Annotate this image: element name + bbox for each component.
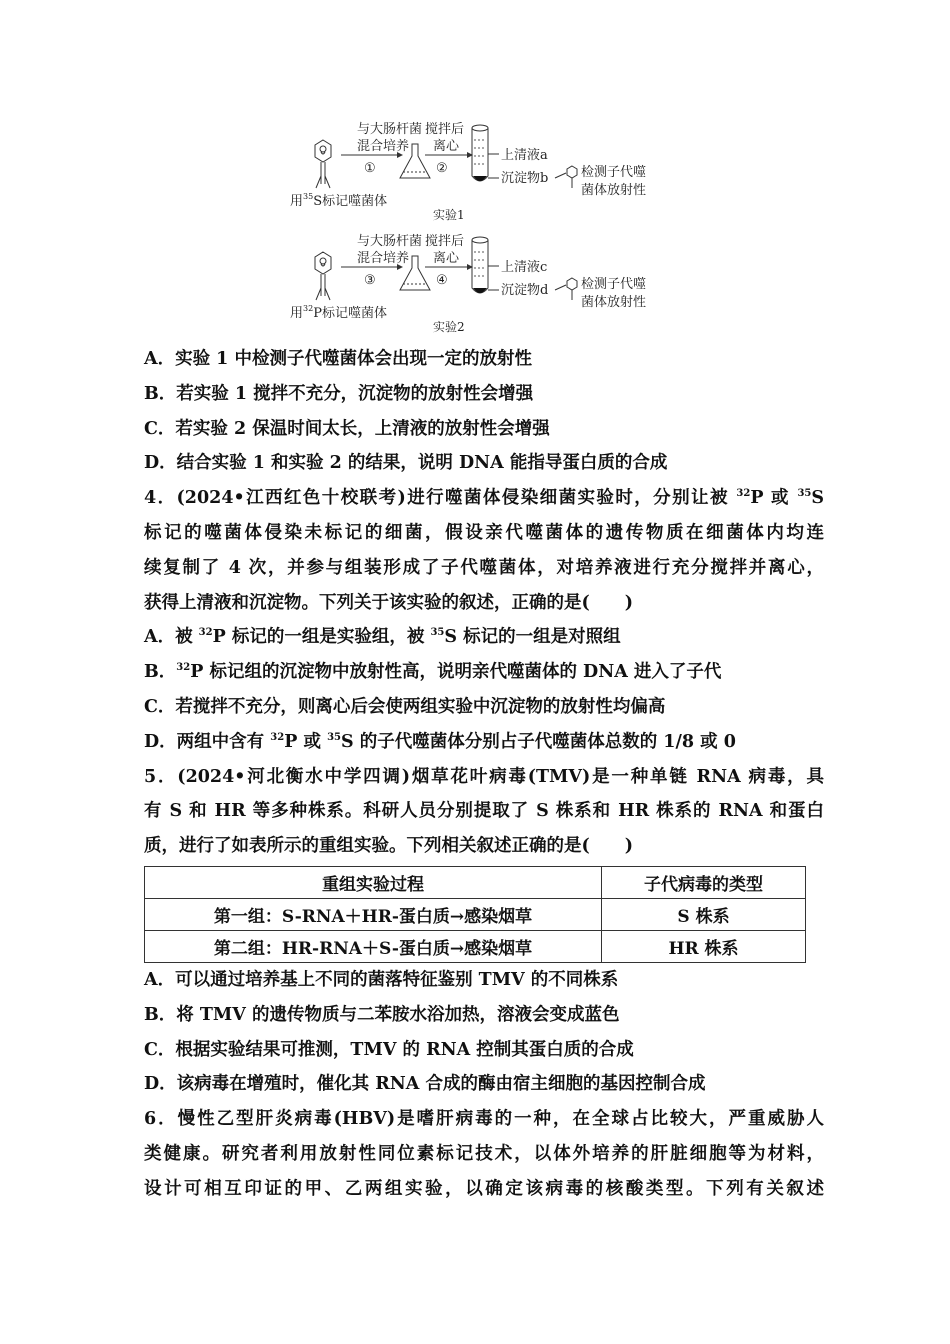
exp1-label: 用$^{35}$S标记噬菌体	[290, 192, 388, 209]
exp1-supernatant: 上清液a	[501, 148, 548, 163]
table-row	[145, 898, 806, 930]
question-content	[144, 342, 824, 1207]
recombination-table	[144, 866, 806, 963]
q5-stem-line-3: 质，进行了如表所示的重组实验。下列相关叙述正确的是( )	[144, 836, 634, 857]
q4-option-d: D．两组中含有 $^{32}$P 或 $^{35}$S 的子代噬菌体分别占子代噬菌体总数的 1/8 或 0	[144, 731, 736, 752]
table-header: 子代病毒的类型	[602, 866, 806, 898]
experiment-1-diagram	[290, 121, 646, 222]
exp1-caption: 实验1	[433, 208, 465, 222]
q4-option-b: B．$^{32}$P 标记组的沉淀物中放射性高，说明亲代噬菌体的 DNA 进入了子代	[144, 662, 722, 683]
exp1-detect-line2: 菌体放射性	[581, 183, 647, 198]
exp2-arrow1-num: ③	[364, 273, 376, 288]
exp1-arrow2-top: 搅拌后	[425, 122, 465, 137]
q4-stem-line-2: 标记的噬菌体侵染未标记的细菌，假设亲代噬菌体的遗传物质在细菌体内均连	[144, 522, 824, 543]
exp1-arrow1-top: 与大肠杆菌	[357, 122, 423, 137]
table-row	[145, 930, 806, 962]
phage-small-icon	[567, 166, 577, 188]
experiment-figure	[285, 118, 675, 340]
exp2-supernatant: 上清液c	[501, 260, 548, 275]
exp2-sediment: 沉淀物d	[501, 283, 549, 298]
exp1-arrow2-num: ②	[436, 161, 448, 176]
q4-stem-line-3: 续复制了 4 次，并参与组装形成了子代噬菌体，对培养液进行充分搅拌并离心，	[144, 557, 824, 578]
table-cell: HR 株系	[602, 930, 806, 962]
q3-option-a: A．实验 1 中检测子代噬菌体会出现一定的放射性	[144, 349, 532, 369]
phage-icon	[315, 252, 331, 300]
exp2-caption: 实验2	[433, 320, 465, 334]
q4-option-a: A．被 $^{32}$P 标记的一组是实验组，被 $^{35}$S 标记的一组是对照组	[144, 627, 621, 648]
q5-option-a: A．可以通过培养基上不同的菌落特征鉴别 TMV 的不同株系	[144, 969, 619, 990]
exp1-arrow1-mid: 混合培养	[357, 139, 410, 154]
exp1-detect-line1: 检测子代噬	[581, 165, 647, 180]
q5-stem-line-2: 有 S 和 HR 等多种株系。科研人员分别提取了 S 株系和 HR 株系的 RNA 和蛋白	[144, 801, 824, 822]
table-header: 重组实验过程	[145, 866, 602, 898]
q4-stem-line-4: 获得上清液和沉淀物。下列关于该实验的叙述，正确的是( )	[144, 592, 634, 613]
exp2-arrow1-mid: 混合培养	[357, 251, 410, 266]
table-cell: 第一组：S-RNA＋HR-蛋白质→感染烟草	[145, 898, 602, 930]
exp2-arrow1-top: 与大肠杆菌	[357, 234, 423, 249]
centrifuge-tube-icon	[472, 237, 488, 293]
q5-option-c: C．根据实验结果可推测，TMV 的 RNA 控制其蛋白质的合成	[144, 1039, 634, 1060]
q6-stem-line-2: 类健康。研究者利用放射性同位素标记技术，以体外培养的肝脏细胞等为材料，	[144, 1143, 824, 1164]
exp1-sediment: 沉淀物b	[501, 171, 549, 186]
exp1-arrow2-mid: 离心	[433, 139, 460, 154]
phage-icon	[315, 140, 331, 188]
q3-option-d: D．结合实验 1 和实验 2 的结果，说明 DNA 能指导蛋白质的合成	[144, 453, 668, 474]
q3-option-b: B．若实验 1 搅拌不充分，沉淀物的放射性会增强	[144, 383, 534, 404]
exp2-arrow2-num: ④	[436, 273, 448, 288]
exp2-detect-line1: 检测子代噬	[581, 277, 647, 292]
exp2-detect-line2: 菌体放射性	[581, 295, 647, 310]
exp1-arrow1-num: ①	[364, 161, 376, 176]
exp2-label: 用$^{32}$P标记噬菌体	[290, 304, 387, 321]
table-cell: 第二组：HR-RNA＋S-蛋白质→感染烟草	[145, 930, 602, 962]
exp2-arrow2-mid: 离心	[433, 251, 460, 266]
table-header-row	[145, 866, 806, 898]
q3-option-c: C．若实验 2 保温时间太长，上清液的放射性会增强	[144, 418, 550, 439]
q4-stem-line-1: 4．(2024•江西红色十校联考)进行噬菌体侵染细菌实验时，分别让被 $^{32}$P 或 $^{35}$S	[144, 488, 824, 509]
phage-small-icon	[567, 278, 577, 300]
exp2-arrow2-top: 搅拌后	[425, 234, 465, 249]
q5-option-b: B．将 TMV 的遗传物质与二苯胺水浴加热，溶液会变成蓝色	[144, 1004, 620, 1025]
q5-option-d: D．该病毒在增殖时，催化其 RNA 合成的酶由宿主细胞的基因控制合成	[144, 1074, 706, 1095]
q6-stem-line-3: 设计可相互印证的甲、乙两组实验，以确定该病毒的核酸类型。下列有关叙述	[144, 1178, 824, 1199]
q4-option-c: C．若搅拌不充分，则离心后会使两组实验中沉淀物的放射性均偏高	[144, 696, 666, 717]
table-cell: S 株系	[602, 898, 806, 930]
experiment-2-diagram	[290, 233, 646, 334]
q5-stem-line-1: 5．(2024•河北衡水中学四调)烟草花叶病毒(TMV)是一种单链 RNA 病毒，具	[144, 766, 824, 787]
q6-stem-line-1: 6．慢性乙型肝炎病毒(HBV)是嗜肝病毒的一种，在全球占比较大，严重威胁人	[144, 1109, 824, 1130]
centrifuge-tube-icon	[472, 125, 488, 181]
